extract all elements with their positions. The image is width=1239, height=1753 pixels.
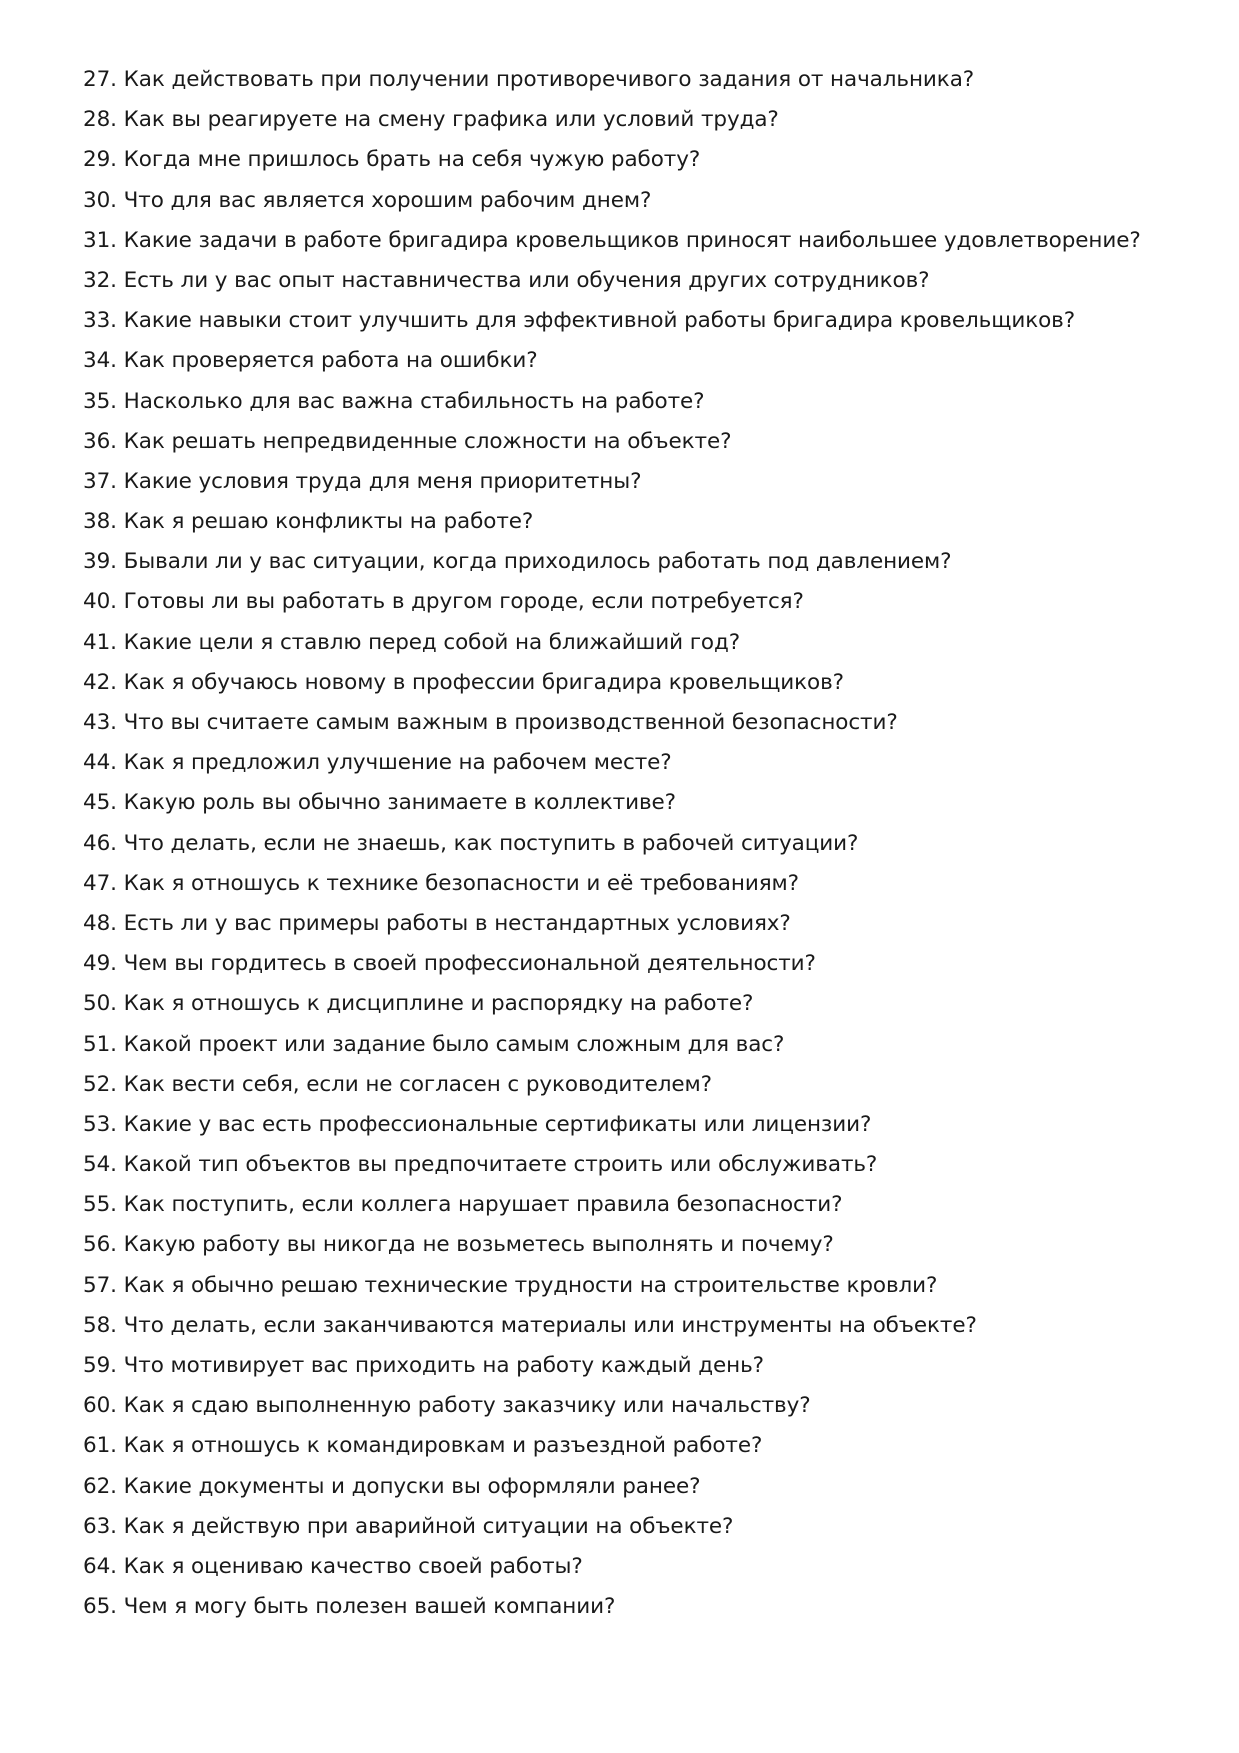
question-item: 49. Чем вы гордитесь в своей профессиональной деятельности? bbox=[83, 951, 816, 977]
question-item: 39. Бывали ли у вас ситуации, когда приходилось работать под давлением? bbox=[83, 549, 952, 575]
question-item: 55. Как поступить, если коллега нарушает правила безопасности? bbox=[83, 1192, 843, 1218]
question-item: 33. Какие навыки стоит улучшить для эффективной работы бригадира кровельщиков? bbox=[83, 308, 1076, 334]
question-item: 59. Что мотивирует вас приходить на работу каждый день? bbox=[83, 1353, 764, 1378]
question-item: 38. Как я решаю конфликты на работе? bbox=[83, 509, 534, 535]
question-item: 28. Как вы реагируете на смену графика или условий труда? bbox=[83, 107, 779, 133]
question-item: 57. Как я обычно решаю технические трудности на строительстве кровли? bbox=[83, 1272, 938, 1298]
question-item: 27. Как действовать при получении противоречивого задания от начальника? bbox=[83, 67, 975, 92]
question-item: 45. Какую роль вы обычно занимаете в коллективе? bbox=[83, 790, 676, 816]
question-item: 36. Как решать непредвиденные сложности на объекте? bbox=[83, 428, 732, 454]
question-item: 63. Как я действую при аварийной ситуации на объекте? bbox=[83, 1513, 734, 1539]
question-item: 44. Как я предложил улучшение на рабочем месте? bbox=[83, 750, 672, 776]
question-item: 60. Как я сдаю выполненную работу заказчику или начальству? bbox=[83, 1393, 811, 1419]
question-item: 37. Какие условия труда для меня приоритетны? bbox=[83, 468, 642, 494]
question-item: 58. Что делать, если заканчиваются материалы или инструменты на объекте? bbox=[83, 1312, 977, 1338]
question-item: 40. Готовы ли вы работать в другом городе, если потребуется? bbox=[83, 589, 804, 615]
question-item: 41. Какие цели я ставлю перед собой на ближайший год? bbox=[83, 629, 741, 655]
question-item: 56. Какую работу вы никогда не возьметесь выполнять и почему? bbox=[83, 1232, 834, 1258]
question-item: 30. Что для вас является хорошим рабочим днем? bbox=[83, 187, 652, 213]
question-item: 64. Как я оцениваю качество своей работы? bbox=[83, 1553, 583, 1579]
question-item: 34. Как проверяется работа на ошибки? bbox=[83, 348, 538, 374]
question-item: 61. Как я отношусь к командировкам и разъездной работе? bbox=[83, 1433, 763, 1459]
question-item: 65. Чем я могу быть полезен вашей компании? bbox=[83, 1594, 616, 1620]
question-item: 50. Как я отношусь к дисциплине и распорядку на работе? bbox=[83, 991, 754, 1017]
question-item: 51. Какой проект или задание было самым сложным для вас? bbox=[83, 1031, 785, 1057]
question-item: 43. Что вы считаете самым важным в производственной безопасности? bbox=[83, 710, 898, 735]
question-item: 32. Есть ли у вас опыт наставничества или обучения других сотрудников? bbox=[83, 267, 930, 293]
question-item: 52. Как вести себя, если не согласен с руководителем? bbox=[83, 1071, 712, 1097]
question-list bbox=[83, 60, 1213, 1627]
question-item: 48. Есть ли у вас примеры работы в нестандартных условиях? bbox=[83, 910, 791, 936]
question-item: 62. Какие документы и допуски вы оформляли ранее? bbox=[83, 1473, 701, 1499]
question-item: 53. Какие у вас есть профессиональные сертификаты или лицензии? bbox=[83, 1111, 872, 1137]
question-item: 31. Какие задачи в работе бригадира кровельщиков приносят наибольшее удовлетворение? bbox=[83, 227, 1141, 253]
question-item: 46. Что делать, если не знаешь, как поступить в рабочей ситуации? bbox=[83, 830, 859, 856]
question-item: 47. Как я отношусь к технике безопасности и её требованиям? bbox=[83, 870, 799, 896]
question-item: 42. Как я обучаюсь новому в профессии бригадира кровельщиков? bbox=[83, 669, 844, 695]
question-item: 35. Насколько для вас важна стабильность на работе? bbox=[83, 388, 705, 414]
question-item: 29. Когда мне пришлось брать на себя чужую работу? bbox=[83, 147, 701, 173]
question-item: 54. Какой тип объектов вы предпочитаете строить или обслуживать? bbox=[83, 1152, 878, 1178]
